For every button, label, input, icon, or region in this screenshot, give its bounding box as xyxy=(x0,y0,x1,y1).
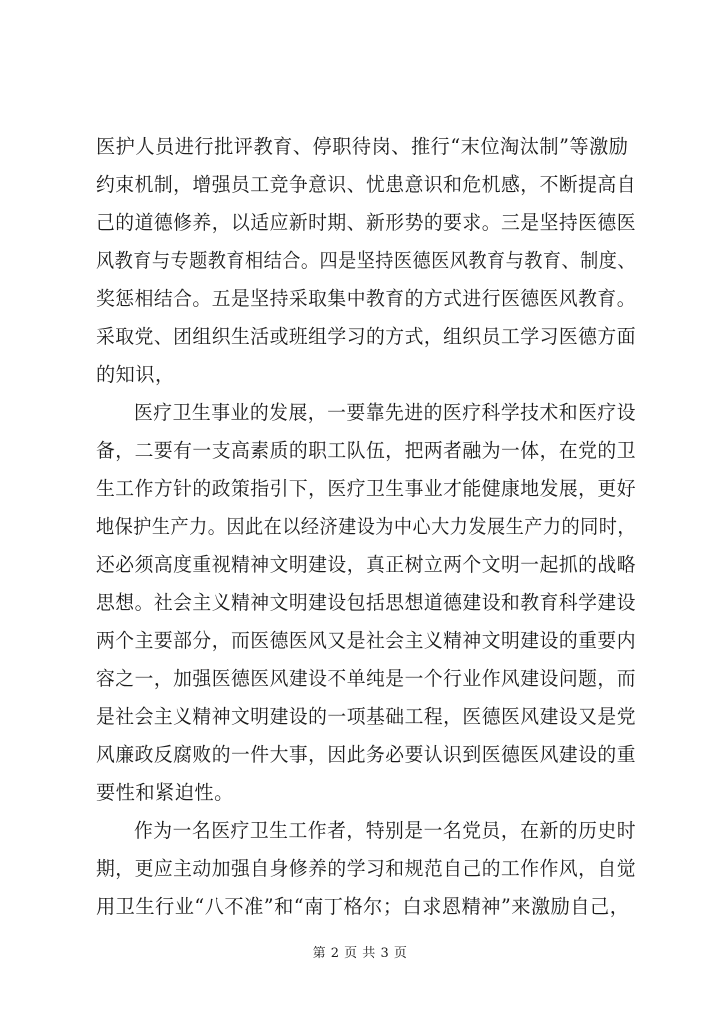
paragraph-2-line-7: 两个主要部分，而医德医风又是社会主义精神文明建设的重要内 xyxy=(96,629,636,652)
paragraph-2-line-4: 地保护生产力。因此在以经济建设为中心大力发展生产力的同时， xyxy=(96,515,636,538)
paragraph-1-line-5: 奖惩相结合。五是坚持采取集中教育的方式进行医德医风教育。 xyxy=(96,287,636,310)
page-number-footer: 第 2 页 共 3 页 xyxy=(312,946,408,961)
paragraph-2-line-5: 还必须高度重视精神文明建设，真正树立两个文明一起抓的战略 xyxy=(96,553,636,576)
paragraph-2-line-1: 医疗卫生事业的发展，一要靠先进的医疗科学技术和医疗设 xyxy=(134,401,636,424)
paragraph-3-line-1: 作为一名医疗卫生工作者，特别是一名党员，在新的历史时 xyxy=(134,819,636,842)
paragraph-1-line-3: 己的道德修养，以适应新时期、新形势的要求。三是坚持医德医 xyxy=(96,211,636,234)
paragraph-2-line-3: 生工作方针的政策指引下，医疗卫生事业才能健康地发展，更好 xyxy=(96,477,636,500)
paragraph-2-line-9: 是社会主义精神文明建设的一项基础工程，医德医风建设又是党 xyxy=(96,705,636,728)
paragraph-2-line-11: 要性和紧迫性。 xyxy=(96,781,234,804)
paragraph-2-line-2: 备，二要有一支高素质的职工队伍，把两者融为一体，在党的卫 xyxy=(96,439,636,462)
paragraph-1-line-2: 约束机制，增强员工竞争意识、忧患意识和危机感，不断提高自 xyxy=(96,173,636,196)
paragraph-1-line-1: 医护人员进行批评教育、停职待岗、推行“末位淘汰制”等激励 xyxy=(96,135,629,158)
paragraph-3-line-2: 期，更应主动加强自身修养的学习和规范自己的工作作风，自觉 xyxy=(96,857,636,880)
paragraph-2-line-8: 容之一，加强医德医风建设不单纯是一个行业作风建设问题，而 xyxy=(96,667,636,690)
paragraph-1-line-7: 的知识， xyxy=(96,363,175,386)
paragraph-3-line-3: 用卫生行业“八不准”和“南丁格尔；白求恩精神”来激励自己， xyxy=(96,895,630,918)
paragraph-1-line-4: 风教育与专题教育相结合。四是坚持医德医风教育与教育、制度、 xyxy=(96,249,636,272)
paragraph-2-line-10: 风廉政反腐败的一件大事，因此务必要认识到医德医风建设的重 xyxy=(96,743,636,766)
paragraph-2-line-6: 思想。社会主义精神文明建设包括思想道德建设和教育科学建设 xyxy=(96,591,636,614)
paragraph-1-line-6: 采取党、团组织生活或班组学习的方式，组织员工学习医德方面 xyxy=(96,325,636,348)
